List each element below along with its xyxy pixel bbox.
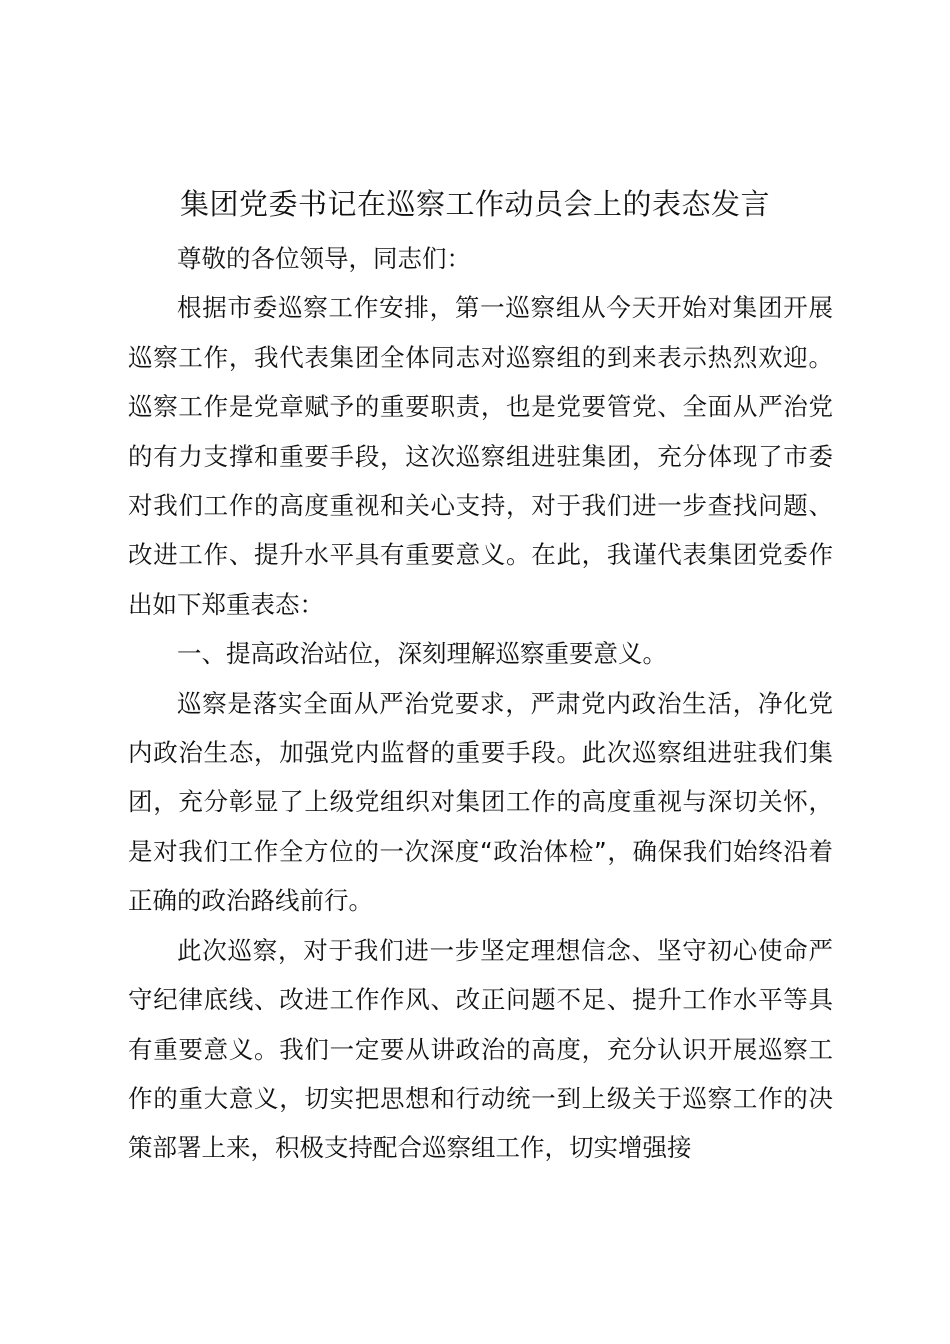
salutation-paragraph: 尊敬的各位领导，同志们： bbox=[177, 244, 471, 273]
body-paragraph: 此次巡察，对于我们进一步坚定理想信念、坚守初心使命严守纪律底线、改进工作作风、改正问题不足、提升工作水平等具有重要意义。我们一定要从讲政治的高度，充分认识开展巡察工作的重大意义，切实把思想和行动统一到上级关于巡察工作的决策部署上来，积极支持配合巡察组工作，切实增强接 bbox=[128, 935, 833, 1163]
document-title: 集团党委书记在巡察工作动员会上的表态发言 bbox=[179, 187, 770, 221]
section-heading: 一、提高政治站位，深刻理解巡察重要意义。 bbox=[177, 639, 667, 669]
intro-paragraph: 根据市委巡察工作安排，第一巡察组从今天开始对集团开展巡察工作，我代表集团全体同志对巡察组的到来表示热烈欢迎。巡察工作是党章赋予的重要职责，也是党要管党、全面从严治党的有力支撑和重要手段，这次巡察组进驻集团，充分体现了市委对我们工作的高度重视和关心支持，对于我们进一步查找问题、改进工作、提升水平具有重要意义。在此，我谨代表集团党委作出如下郑重表态： bbox=[128, 293, 833, 619]
document-body bbox=[128, 234, 833, 1173]
body-paragraph: 巡察是落实全面从严治党要求，严肃党内政治生活，净化党内政治生态，加强党内监督的重要手段。此次巡察组进驻我们集团，充分彰显了上级党组织对集团工作的高度重视与深切关怀，是对我们工作全方位的一次深度“政治体检”，确保我们始终沿着正确的政治路线前行。 bbox=[128, 688, 833, 916]
